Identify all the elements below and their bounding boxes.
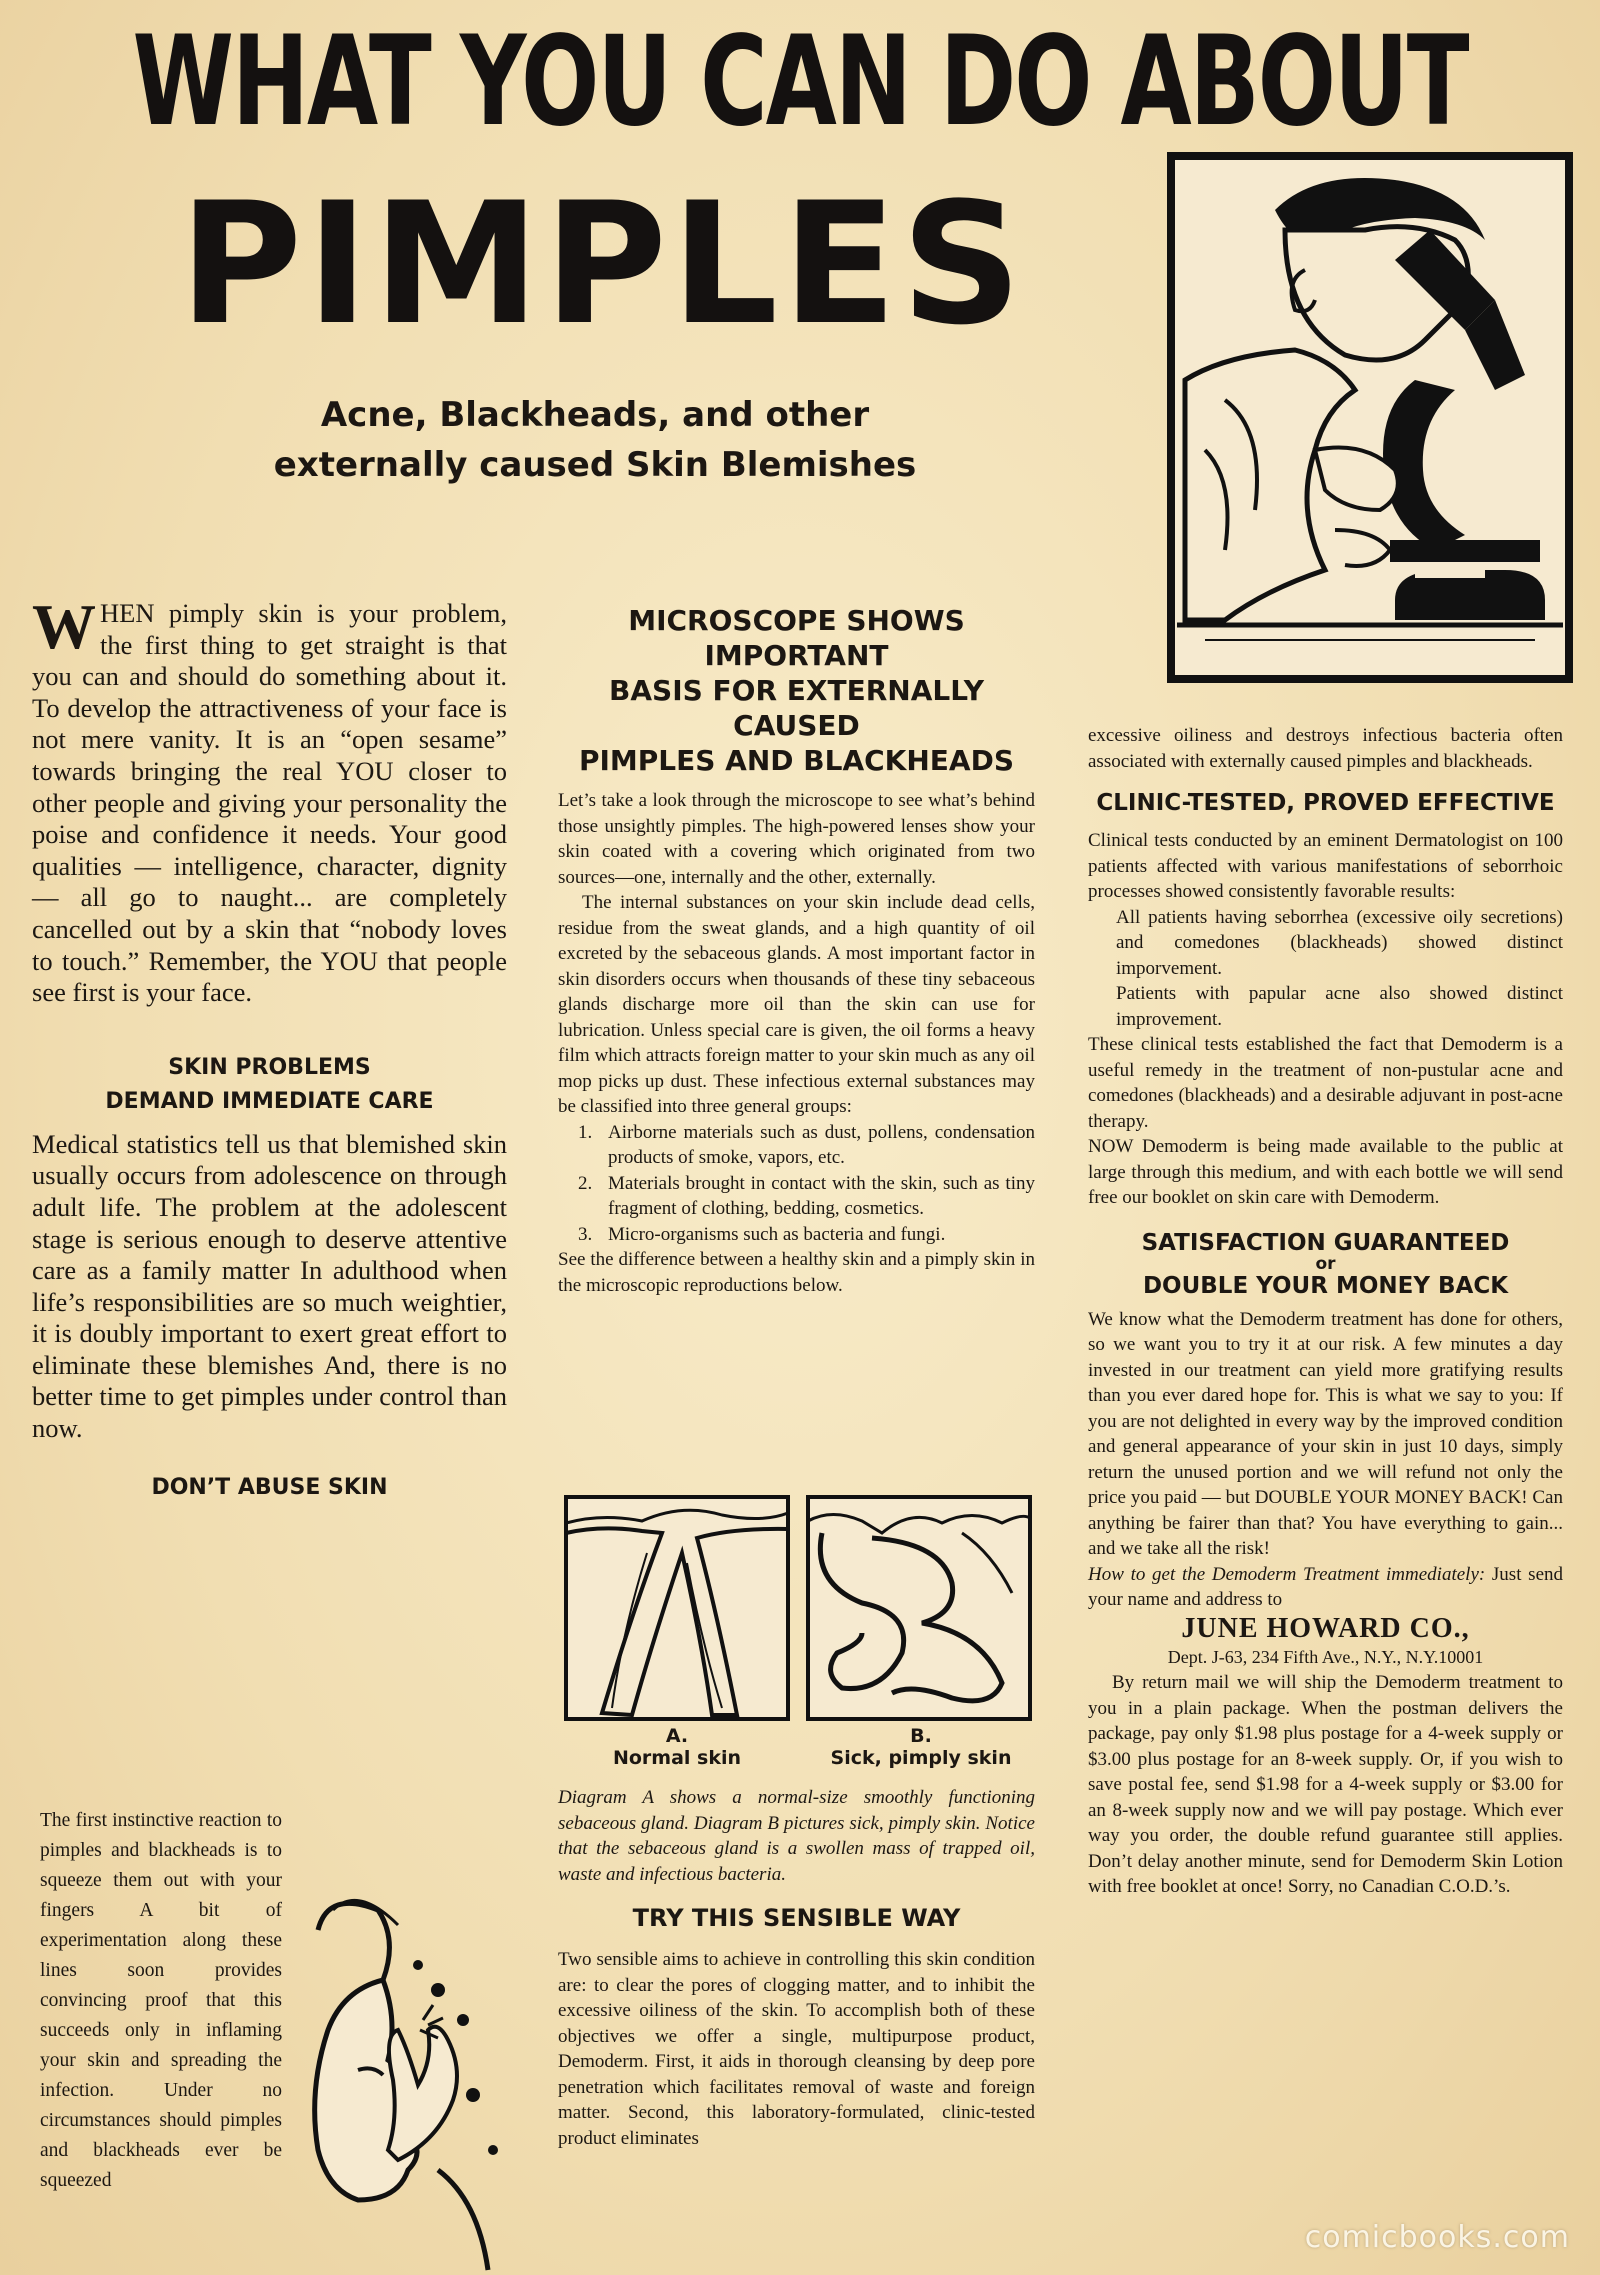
section-title-money-back: DOUBLE YOUR MONEY BACK: [1142, 1272, 1509, 1299]
skin-diagrams: [562, 1493, 1034, 1783]
column-right: [1088, 723, 1563, 1900]
column-middle: [558, 603, 1035, 1298]
headline-line1: WHAT YOU CAN DO ABOUT: [132, 9, 1468, 154]
subheadline-line1: Acne, Blackheads, and other: [320, 395, 870, 435]
headline-line2: PIMPLES: [179, 166, 1026, 362]
column-left: [32, 591, 507, 1505]
site-watermark: comicbooks.com: [1304, 2220, 1570, 2255]
medical-statistics-paragraph: Medical statistics tell us that blemished skin usually occurs from adolescence on through adult life. The problem at the adolescent stage is serious enough to deserve attentive care as a family matter In adulthood when life’s responsibilities are so much weightier, it is doubly important to exert great effort to eliminate these blemishes And, there is no better time to get pimples under control than now.: [32, 1128, 507, 1444]
section-title-sensible-way: TRY THIS SENSIBLE WAY: [632, 1904, 961, 1932]
section-title-clinic-tested: CLINIC-TESTED, PROVED EFFECTIVE: [1096, 790, 1555, 816]
section-title-skin-problems: SKIN PROBLEMS: [168, 1054, 371, 1080]
diagram-a-normal-skin: [562, 1493, 1034, 1723]
guarantee-paragraph: We know what the Demoderm treatment has done for others, so we want you to try it at our risk. A few minutes a day invested in our treatment can yield more gratifying results than you ever dared hope for. This is what we say to you: If you are not delighted in every way by the improved condition and general appearance of your skin in just 10 days, simply return the unused portion and we will refund not only the price you paid — but DOUBLE YOUR MONEY BACK! Can anything be fairer than that? You have everything to gain... and we take all the risk!: [1088, 1308, 1563, 1559]
microscope-title-line1: MICROSCOPE SHOWS IMPORTANT: [628, 604, 965, 672]
section-title-or: or: [1315, 1253, 1336, 1274]
clinical-tests-paragraph: Clinical tests conducted by an eminent Dermatologist on 100 patients affected with various manifestations of seborrhoic processes showed consistently favorable results:: [1088, 830, 1563, 902]
list-item: 1. Airborne materials such as dust, pollens, condensation products of smoke, vapors, etc.: [578, 1121, 1035, 1168]
sensible-way-paragraph: Two sensible aims to achieve in controlling this skin condition are: to clear the pores of clogging matter, and to inhibit the excessive oiliness of the skin. To accomplish both of these objectives we offer a single, multipurpose product, Demoderm. First, it aids in thorough cleansing by deep pore penetration which facilitates removal of waste and foreign matter. Second, this laboratory-formulated, clinic-tested product eliminates: [558, 1949, 1035, 2149]
contaminant-list: [558, 1120, 1035, 1248]
diagram-caption: Diagram A shows a normal-size smoothly functioning sebaceous gland. Diagram B pictures sick, pimply skin. Notice that the sebaceous gland is a swollen mass of trapped oil, waste and infectious bacteria.: [558, 1787, 1035, 1885]
papular-acne-result: Patients with papular acne also showed distinct improvement.: [1116, 983, 1563, 1030]
intro-paragraph: [32, 591, 507, 1009]
clinical-conclusion-paragraph: These clinical tests established the fact that Demoderm is a useful remedy in the treatment of non-pustular acne and comedones (blackheads) and a desirable adjuvant in post-acne therapy.: [1088, 1034, 1563, 1132]
company-address: Dept. J-63, 234 Fifth Ave., N.Y., N.Y.10001: [1167, 1646, 1484, 1667]
oiliness-paragraph: excessive oiliness and destroys infectious bacteria often associated with externally caused pimples and blackheads.: [1088, 725, 1563, 772]
column-middle-lower: [558, 1785, 1035, 2151]
order-instructions: How to get the Demoderm Treatment immediately: Just send your name and address to: [1088, 1563, 1563, 1610]
scientist-microscope-illustration: [1165, 150, 1575, 685]
subheadline: [190, 390, 1000, 490]
squeeze-warning-block: [40, 1806, 510, 2275]
section-title-satisfaction: SATISFACTION GUARANTEED: [1141, 1229, 1510, 1256]
shipping-paragraph: By return mail we will ship the Demoderm treatment to you in a plain package. When the postman delivers the package, pay only $1.98 plus postage for a 4-week supply or $3.00 plus postage for an 8-week supply. Or, if you wish to save postal fee, send $1.98 for a 4-week supply or $3.00 for an 8-week supply now and we will pay postage. Which ever way you order, the double refund guarantee still applies. Don’t delay another minute, send for Demoderm Skin Lotion with free booklet at once! Sorry, no Canadian C.O.D.’s.: [1088, 1672, 1563, 1897]
squeezing-face-illustration: [288, 1870, 516, 2275]
diagram-b-label: B. Sick, pimply skin: [830, 1725, 1012, 1769]
drop-cap: W: [32, 591, 96, 662]
diagram-a-label: A. Normal skin: [612, 1725, 742, 1769]
intro-text: HEN pimply skin is your problem, the first thing to get straight is that you can and should do something about it. To develop the attractiveness of your face is not mere vanity. It is an “open sesame” towards bringing the real YOU closer to other people and giving your personality the poise and confidence it needs. Your good qualities — intelligence, character, dignity — all go to naught... are completely cancelled out by a skin that “nobody loves to touch.” Remember, the YOU that people see first is your face.: [32, 598, 507, 1008]
list-item: 3. Micro-organisms such as bacteria and fungi.: [578, 1223, 946, 1245]
seborrhea-result: All patients having seborrhea (excessive oily secretions) and comedones (blackheads) showed distinct imporvement.: [1116, 906, 1563, 979]
microscope-title-line2: BASIS FOR EXTERNALLY CAUSED: [609, 674, 984, 742]
squeeze-warning-paragraph: The first instinctive reaction to pimples and blackheads is to squeeze them out with your fingers A bit of experimentation along these lines soon provides convincing proof that this succeeds only in inflaming your skin and spreading the infection. Under no circumstances should pimples and blackheads ever be squeezed: [40, 1810, 282, 2191]
availability-paragraph: NOW Demoderm is being made available to the public at large through this medium, and with each bottle we will send free our booklet on skin care with Demoderm.: [1088, 1136, 1563, 1208]
company-name: JUNE HOWARD CO.,: [1181, 1612, 1470, 1644]
microscope-paragraph-3: See the difference between a healthy skin and a pimply skin in the microscopic reproductions below.: [558, 1249, 1035, 1296]
list-item: 2. Materials brought in contact with the skin, such as tiny fragment of clothing, bedding, cosmetics.: [578, 1172, 1035, 1219]
microscope-title-line3: PIMPLES AND BLACKHEADS: [578, 744, 1015, 777]
squeezing-illustration-wrap: [288, 1870, 516, 2275]
microscope-paragraph-1: Let’s take a look through the microscope to see what’s behind those unsightly pimples. The high-powered lenses show your skin coated with a covering which originated from two sources—one, internally and the other, externally.: [558, 790, 1035, 888]
section-title-immediate-care: DEMAND IMMEDIATE CARE: [105, 1088, 434, 1114]
section-title-dont-abuse-skin: DON’T ABUSE SKIN: [151, 1474, 388, 1500]
microscope-paragraph-2: The internal substances on your skin include dead cells, residue from the sweat glands, and a high quantity of oil excreted by the sebaceous glands. A most important factor in skin disorders occurs when thousands of these tiny sebaceous glands discharge more oil than the skin can use for lubrication. Unless special care is given, the oil forms a heavy film which attracts foreign matter to your skin much as any oil mop picks up dust. These infectious external substances may be classified into three general groups:: [558, 892, 1035, 1117]
subheadline-line2: externally caused Skin Blemishes: [273, 445, 917, 485]
